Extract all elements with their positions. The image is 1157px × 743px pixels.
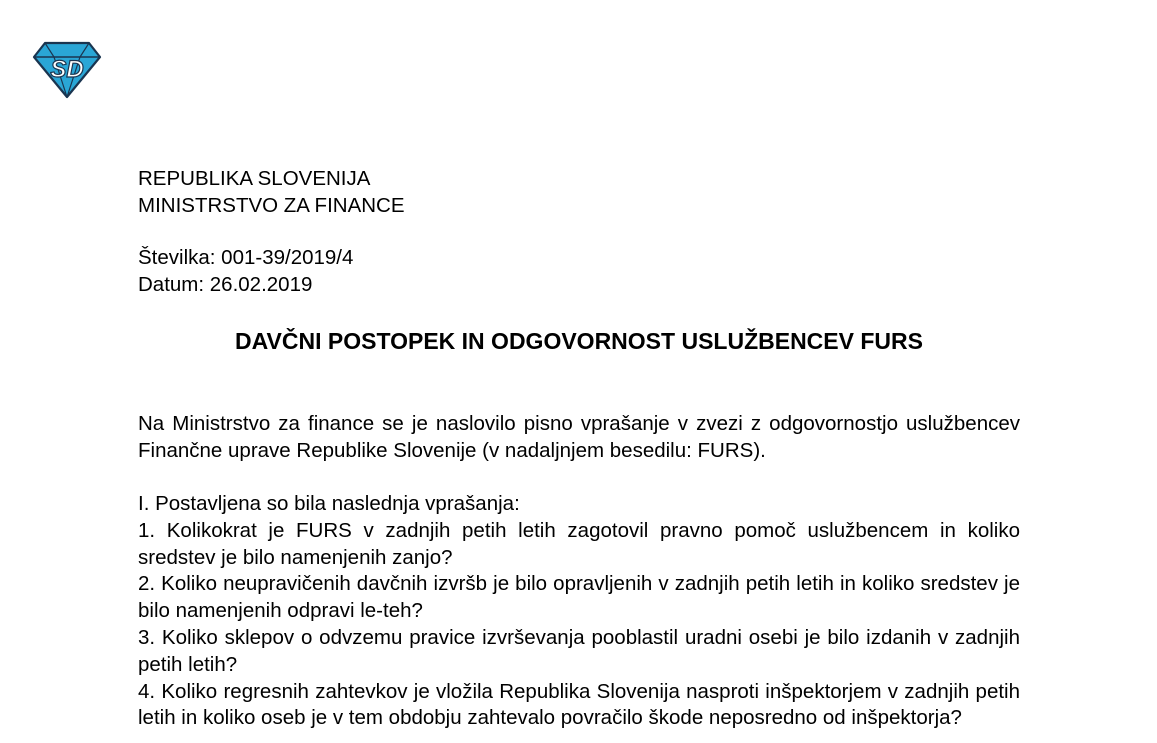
header-ministry: MINISTRSTVO ZA FINANCE bbox=[138, 193, 405, 217]
questions-section bbox=[138, 491, 1020, 732]
reference-date: Datum: 26.02.2019 bbox=[138, 272, 313, 296]
question-item: 1. Kolikokrat je FURS v zadnjih petih letih zagotovil pravno pomoč uslužbencem in koliko sredstev je bilo namenjenih zanjo? bbox=[138, 518, 1020, 569]
issuer-header bbox=[138, 166, 1020, 219]
question-item: 2. Koliko neupravičenih davčnih izvršb je bilo opravljenih v zadnjih petih letih in koliko sredstev je bilo namenjenih odpravi le-teh? bbox=[138, 572, 1020, 623]
logo bbox=[30, 40, 104, 100]
diamond-shield-logo-icon bbox=[30, 40, 104, 100]
reference-block bbox=[138, 245, 1020, 298]
section-heading: I. Postavljena so bila naslednja vprašanja: bbox=[138, 492, 520, 515]
reference-number: Številka: 001-39/2019/4 bbox=[138, 246, 354, 269]
question-item: 4. Koliko regresnih zahtevkov je vložila Republika Slovenija nasproti inšpektorjem v zadnjih petih letih in koliko oseb je v tem obdobju zahtevalo povračilo škode neposredno od inšpektorja? bbox=[138, 679, 1020, 730]
intro-paragraph: Na Ministrstvo za finance se je naslovilo pisno vprašanje v zvezi z odgovornostjo uslužbencev Finančne uprave Republike Slovenije (v nadaljnjem besedilu: FURS). bbox=[138, 412, 1020, 462]
header-republic: REPUBLIKA SLOVENIJA bbox=[138, 167, 371, 190]
question-item: 3. Koliko sklepov o odvzemu pravice izvrševanja pooblastil uradni osebi je bilo izdanih v zadnjih petih letih? bbox=[138, 625, 1020, 676]
logo-lettering: SD bbox=[50, 56, 84, 83]
document-title: DAVČNI POSTOPEK IN ODGOVORNOST USLUŽBENCEV FURS bbox=[235, 328, 923, 354]
